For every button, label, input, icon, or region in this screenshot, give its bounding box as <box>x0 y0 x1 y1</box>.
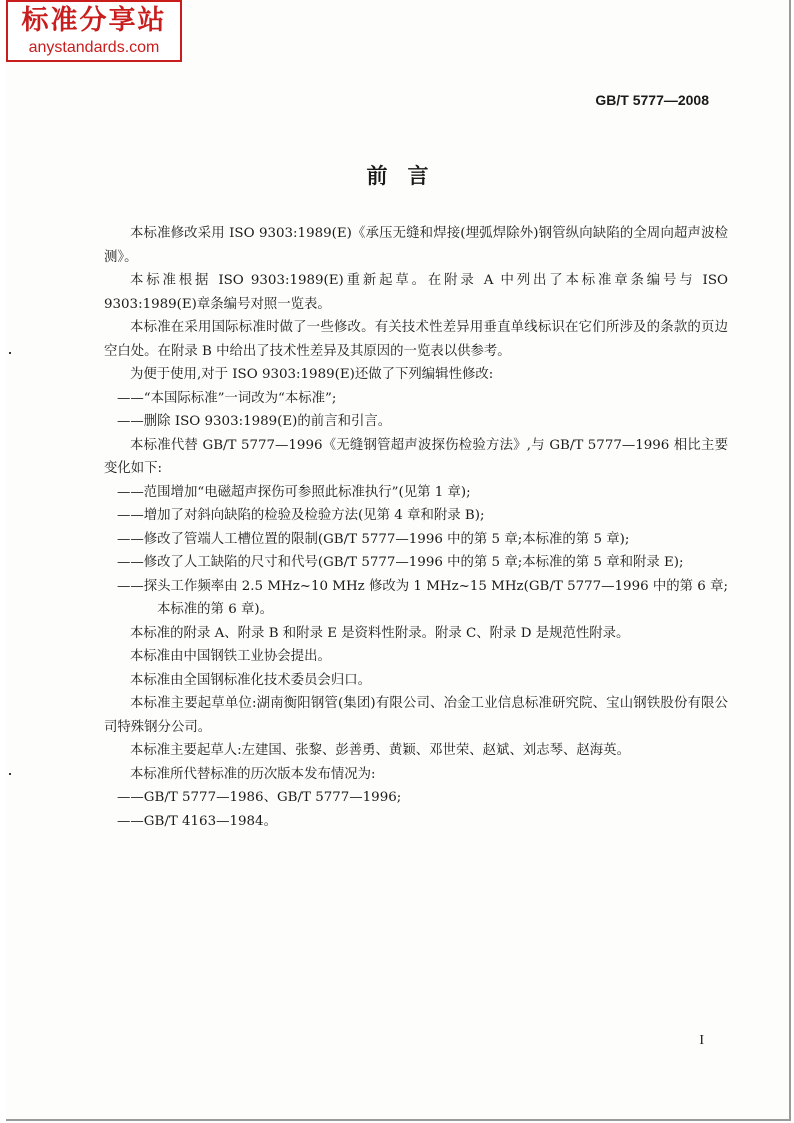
document-page <box>6 0 791 1121</box>
page-number: I <box>699 1033 704 1048</box>
list-item-editorial-2: ——删除 ISO 9303:1989(E)的前言和引言。 <box>117 414 392 429</box>
paragraph-drafting-basis: 本标准根据 ISO 9303:1989(E)重新起草。在附录 A 中列出了本标准章条编号与 ISO 9303:1989(E)章条编号对照一览表。 <box>104 273 728 312</box>
margin-mark <box>9 352 11 354</box>
list-item-change-3: ——修改了管端人工槽位置的限制(GB/T 5777—1996 中的第 5 章;本标准的第 5 章); <box>117 531 630 547</box>
list-item-history-1: ——GB/T 5777—1986、GB/T 5777—1996; <box>117 790 402 805</box>
paragraph-adoption: 本标准修改采用 ISO 9303:1989(E)《承压无缝和焊接(埋弧焊除外)钢管纵向缺陷的全周向超声波检测》。 <box>104 226 728 265</box>
paragraph-editorial-intro: 为便于使用,对于 ISO 9303:1989(E)还做了下列编辑性修改: <box>130 367 494 382</box>
margin-mark <box>9 773 11 775</box>
watermark-stamp <box>6 0 182 62</box>
paragraph-committee: 本标准由全国钢标准化技术委员会归口。 <box>130 672 372 688</box>
page-title: 前言 <box>366 164 449 188</box>
paragraph-drafters: 本标准主要起草人:左建国、张黎、彭善勇、黄颖、邓世荣、赵斌、刘志琴、赵海英。 <box>130 743 630 758</box>
list-item-editorial-1: ——“本国际标准”一词改为“本标准”; <box>117 390 337 406</box>
paragraph-annexes: 本标准的附录 A、附录 B 和附录 E 是资料性附录。附录 C、附录 D 是规范性附录。 <box>130 625 630 641</box>
list-item-change-2: ——增加了对斜向缺陷的检验及检验方法(见第 4 章和附录 B); <box>117 508 485 523</box>
list-item-change-1: ——范围增加“电磁超声探伤可参照此标准执行”(见第 1 章); <box>117 484 471 500</box>
paragraph-history: 本标准所代替标准的历次版本发布情况为: <box>130 766 376 782</box>
watermark-title: 标准分享站 <box>21 5 167 36</box>
paragraph-replaces: 本标准代替 GB/T 5777—1996《无缝钢管超声波探伤检验方法》,与 GB/T 5777—1996 相比主要变化如下: <box>104 437 728 476</box>
list-item-change-4: ——修改了人工缺陷的尺寸和代号(GB/T 5777—1996 中的第 5 章;本标准的第 5 章和附录 E); <box>117 555 684 570</box>
paragraph-proposer: 本标准由中国钢铁工业协会提出。 <box>130 649 331 664</box>
list-item-change-5: ——探头工作频率由 2.5 MHz~10 MHz 修改为 1 MHz~15 MHz(GB/T 5777—1996 中的第 6 章;本标准的第 6 章)。 <box>117 578 728 617</box>
document-body <box>104 222 728 833</box>
paragraph-modifications: 本标准在采用国际标准时做了一些修改。有关技术性差异用垂直单线标识在它们所涉及的条款的页边空白处。在附录 B 中给出了技术性差异及其原因的一览表以供参考。 <box>104 320 728 359</box>
paragraph-drafting-units: 本标准主要起草单位:湖南衡阳钢管(集团)有限公司、冶金工业信息标准研究院、宝山钢铁股份有限公司特殊钢分公司。 <box>104 696 728 735</box>
list-item-history-2: ——GB/T 4163—1984。 <box>117 813 277 829</box>
document-code: GB/T 5777—2008 <box>595 92 709 108</box>
watermark-url: anystandards.com <box>28 39 160 56</box>
